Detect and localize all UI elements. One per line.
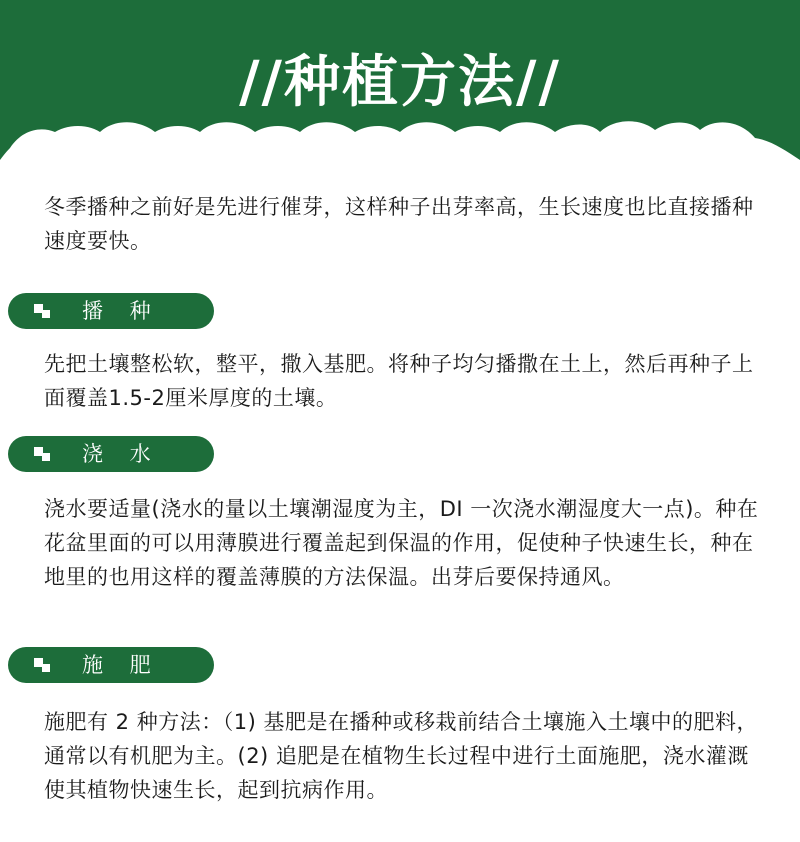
section-label: 播 种 [82,299,161,323]
square-bullet-icon [34,658,50,672]
page-header [0,0,800,190]
square-bullet-icon [34,304,50,318]
section-header-sowing [8,293,214,329]
section-header-watering [8,436,214,472]
section-paragraph-watering: 浇水要适量(浇水的量以土壤潮湿度为主，DI 一次浇水潮湿度大一点)。种在花盆里面的可以用薄膜进行覆盖起到保温的作用，促使种子快速生长，种在地里的也用这样的覆盖薄膜的方法保温。出芽后要保持通风。 [44,497,759,589]
section-label: 施 肥 [82,653,161,677]
square-bullet-icon [34,447,50,461]
section-header-fertilizing [8,647,214,683]
section-paragraph-sowing: 先把土壤整松软，整平，撒入基肥。将种子均匀播撒在土上，然后再种子上面覆盖1.5-2厘米厚度的土壤。 [44,352,754,410]
section-label: 浇 水 [82,442,161,466]
intro-paragraph: 冬季播种之前好是先进行催芽，这样种子出芽率高，生长速度也比直接播种速度要快。 [44,195,754,253]
section-paragraph-fertilizing: 施肥有 2 种方法：（1) 基肥是在播种或移栽前结合土壤施入土壤中的肥料，通常以有机肥为主。(2) 追肥是在植物生长过程中进行土面施肥，浇水灌溉使其植物快速生长，起到抗病作用。 [44,710,758,802]
page-title: //种植方法// [239,50,561,115]
